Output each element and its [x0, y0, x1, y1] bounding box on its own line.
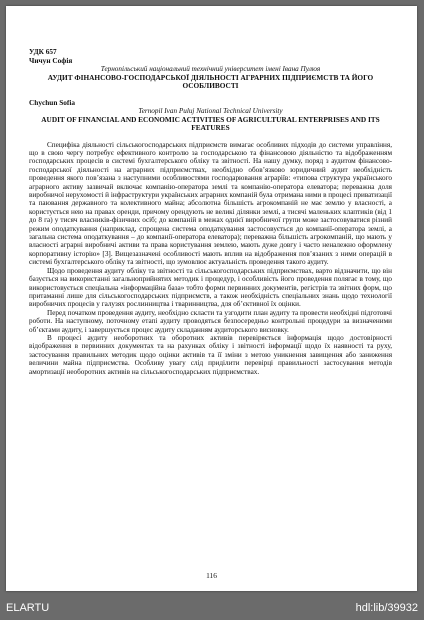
article-body	[29, 48, 392, 376]
paragraph: В процесі аудиту необоротних та оборотних активів перевіряється інформація щодо достовірності відображення в первинних документах та на рахунках обліку і звітності інформації щодо їх наявності та руху, застосування правильних методик щодо оцінки активів та її зміни з метою уникнення завищення або заниження величини майна підприємства. Особливу увагу слід приділити перевірці правильності застосування методів амортизації необоротних активів на сільськогосподарських підприємствах.	[29, 333, 392, 376]
viewer-footer-bar	[0, 594, 424, 620]
page-number: 116	[206, 571, 217, 580]
title-uk: АУДИТ ФІНАНСОВО-ГОСПОДАРСЬКОЇ ДІЯЛЬНОСТІ АГРАРНИХ ПІДПРИЄМСТВ ТА ЙОГО ОСОБЛИВОСТІ	[47, 72, 374, 91]
repository-label: ELARTU	[6, 602, 50, 614]
author-name-en: Chychun Sofia	[29, 97, 76, 107]
document-page	[6, 6, 417, 591]
handle-link[interactable]: hdl:lib/39932	[355, 602, 418, 614]
paragraph: Перед початком проведення аудиту, необхідно скласти та узгодити план аудиту та провести необхідні підготовчі роботи. На наступному, поточному етапі аудиту проводяться безпосередньо контрольні процедури за визначеними об’єктами аудиту, і завершується процес аудиту складанням аудиторського висновку.	[29, 308, 392, 334]
title-en: AUDIT OF FINANCIAL AND ECONOMIC ACTIVITIES OF AGRICULTURAL ENTERPRISES AND ITS FEATURES	[41, 114, 380, 133]
paragraph: Специфіка діяльності сільськогосподарських підприємств вимагає особливих підходів до системи управління, що в свою чергу потребує ефективного контролю за господарською та фінансовою діяльністю та відображенням господарських процесів в системі бухгалтерського обліку та звітності. На нашу думку, поряд з аудитом фінансово-господарської діяльності на аграрних підприємствах, необхідно обов’язково юридичний аудит необхідність проведення якого пов’язана з наступними особливостями господарювання аграріїв: «типова структура українського аграрного активу зазвичай включає компанію-оператора землі та компанію-оператора елеватора; переважна доля виробничої нерухомості й інфраструктури українських аграрних компаній була отримана ними в процесі приватизації та паювання державного та колективного майна; абсолютна більшість агрокомпаній не має землю у власності, а користується нею на правах оренди, причому орендують не великі ділянки землі, а тисячі маленьких клаптиків (від 1 до 8 га) у тисяч власників-фізичних осіб; до компаній в межах однієї виробничої групи може застосовуватися різний режим оподаткування (наприклад, спрощена система оподаткування застосовується до компанії-оператора землі, а загальна система оподаткування – до компанії-оператора елеватора); переважна більшість агрокомпаній, що мають у власності аграрні виробничі активи та права користування землею, мають дуже довгу і часто неналежно оформлену корпоративну історію» [3]. Вищезазначені особливості мають вплив на відображення пов’язаних з ними операцій в системі бухгалтерського обліку та звітності, що зумовлює актуальність проведення такого аудиту.	[29, 140, 392, 267]
paragraph: Щодо проведення аудиту обліку та звітності та сільськогосподарських підприємствах, варто відзначити, що він базується на використанні загальноприйнятих методик і процедур, і особливість його проведення полягає в тому, що використовується спеціальна «інформаційна база» тобто форми первинних документів, регістрів та звітних форм, що притаманні лише для сільськогосподарських підприємств, а також необхідність спеціальних знань щодо технології виробничих процесів у галузях рослинництва і тваринництва, для об’єктивної їх оцінки.	[29, 266, 392, 309]
author-name-uk: Чичун Софія	[29, 55, 73, 65]
udk-code: УДК 657	[29, 47, 57, 56]
affiliation-en: Ternopil Ivan Puluj National Technical University	[138, 107, 283, 116]
affiliation-uk: Тернопільський національний технічний університет імені Івана Пулюя	[100, 65, 321, 74]
